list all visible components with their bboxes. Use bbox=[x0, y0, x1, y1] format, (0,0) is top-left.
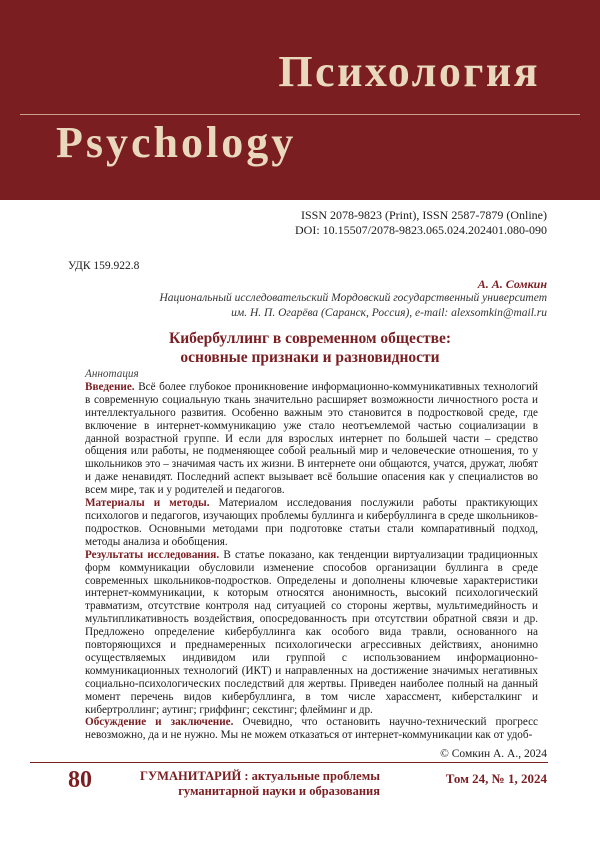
volume-issue: Том 24, № 1, 2024 bbox=[445, 771, 547, 786]
section-text: В статье показано, как тенденции виртуализации традиционных форм коммуникации обусловили изменение способов организации буллинга в среде современных школьников-подростков. Определены и дополнены ключевые характеристики интернет-коммуникации, к которым относятся анонимность, высокий психологический травматизм, отсутствие контроля над ситуацией со стороны жертвы, мультимедийность и мультипликативность воздействия, опосредованность при отсутствии обратной связи и др. Предложено определение кибербуллинга как особого вида травли, основанного на повторяющихся и преднамеренных психологически агрессивных действиях, анонимно осуществляемых индивидом или группой с использованием информационно-коммуникационных технологий (ИКТ) и направленных на достижение значимых негативных социально-психологических последствий для жертвы. Приведен наиболее полный на данный момент перечень видов кибербуллинга, в том числе харассмент, киберсталкинг и кибертроллинг; аутинг; гриффинг; секстинг; флейминг и др. bbox=[85, 548, 539, 716]
section-label: Обсуждение и заключение. bbox=[85, 716, 234, 729]
journal-name-line-2: гуманитарной науки и образования bbox=[178, 784, 380, 798]
section-label: Материалы и методы. bbox=[85, 497, 210, 510]
doi: DOI: 10.15507/2078-9823.065.024.202401.080-090 bbox=[295, 223, 547, 237]
abstract-section bbox=[85, 716, 538, 742]
udk: УДК 159.922.8 bbox=[68, 260, 140, 272]
article-title bbox=[60, 329, 560, 367]
journal-name-line-1: ГУМАНИТАРИЙ : актуальные проблемы bbox=[140, 769, 380, 783]
journal-banner bbox=[0, 0, 600, 200]
author-name: А. А. Сомкин bbox=[477, 277, 547, 291]
section-label: Введение. bbox=[85, 380, 135, 393]
identifiers bbox=[295, 208, 547, 238]
abstract bbox=[85, 368, 538, 742]
journal-name bbox=[140, 769, 380, 799]
section-title-en: Psychology bbox=[56, 118, 297, 167]
section-label: Результаты исследования. bbox=[85, 548, 220, 561]
abstract-section bbox=[85, 497, 538, 549]
author-affiliation bbox=[127, 291, 547, 320]
section-text: Всё более глубокое проникновение информационно-коммуникативных технологий в современную социальную ткань значительно расширяет возможности личностного роста и интеллектуального развития. Особенно важным это становится в подростковой среде, где включение в интернет-коммуникацию уже стало неотъемлемой частью социализации в данной возрастной группе. И если для взрослых интернет по большей части – средство общения или работы, не подменяющее собой реальный мир и человеческие отношения, то у школьников это – значимая часть их жизни. В интернете они общаются, учатся, дружат, любят и даже ненавидят. Последний аспект вызывает всё большие опасения как у специалистов во всем мире, так и у родителей и педагогов. bbox=[85, 380, 538, 497]
abstract-section bbox=[85, 549, 538, 717]
footer-divider bbox=[30, 762, 548, 763]
section-text: Материалом исследования послужили работы практикующих психологов и педагогов, изучающих проблемы буллинга и кибербуллинга в среде школьников-подростков. Основными методами при подготовке статьи стали компаративный подход, методы анализа и обобщения. bbox=[85, 497, 538, 548]
section-title-ru: Психология bbox=[278, 47, 540, 96]
section-text: Очевидно, что остановить научно-технический прогресс невозможно, да и не нужно. Мы не можем отказаться от интернет-коммуникации как от удоб- bbox=[85, 716, 539, 742]
abstract-section bbox=[85, 381, 538, 497]
copyright: © Сомкин А. А., 2024 bbox=[440, 748, 547, 760]
affiliation-line-2: им. Н. П. Огарёва (Саранск, Россия), e-mail: alexsomkin@mail.ru bbox=[231, 306, 547, 319]
page-number: 80 bbox=[68, 767, 92, 793]
article-title-line-1: Кибербуллинг в современном обществе: bbox=[168, 330, 451, 347]
article-title-line-2: основные признаки и разновидности bbox=[180, 349, 440, 366]
affiliation-line-1: Национальный исследовательский Мордовский государственный университет bbox=[159, 292, 547, 304]
issn: ISSN 2078-9823 (Print), ISSN 2587-7879 (Online) bbox=[301, 208, 547, 222]
banner-divider bbox=[20, 114, 580, 115]
abstract-label: Аннотация bbox=[85, 368, 139, 380]
